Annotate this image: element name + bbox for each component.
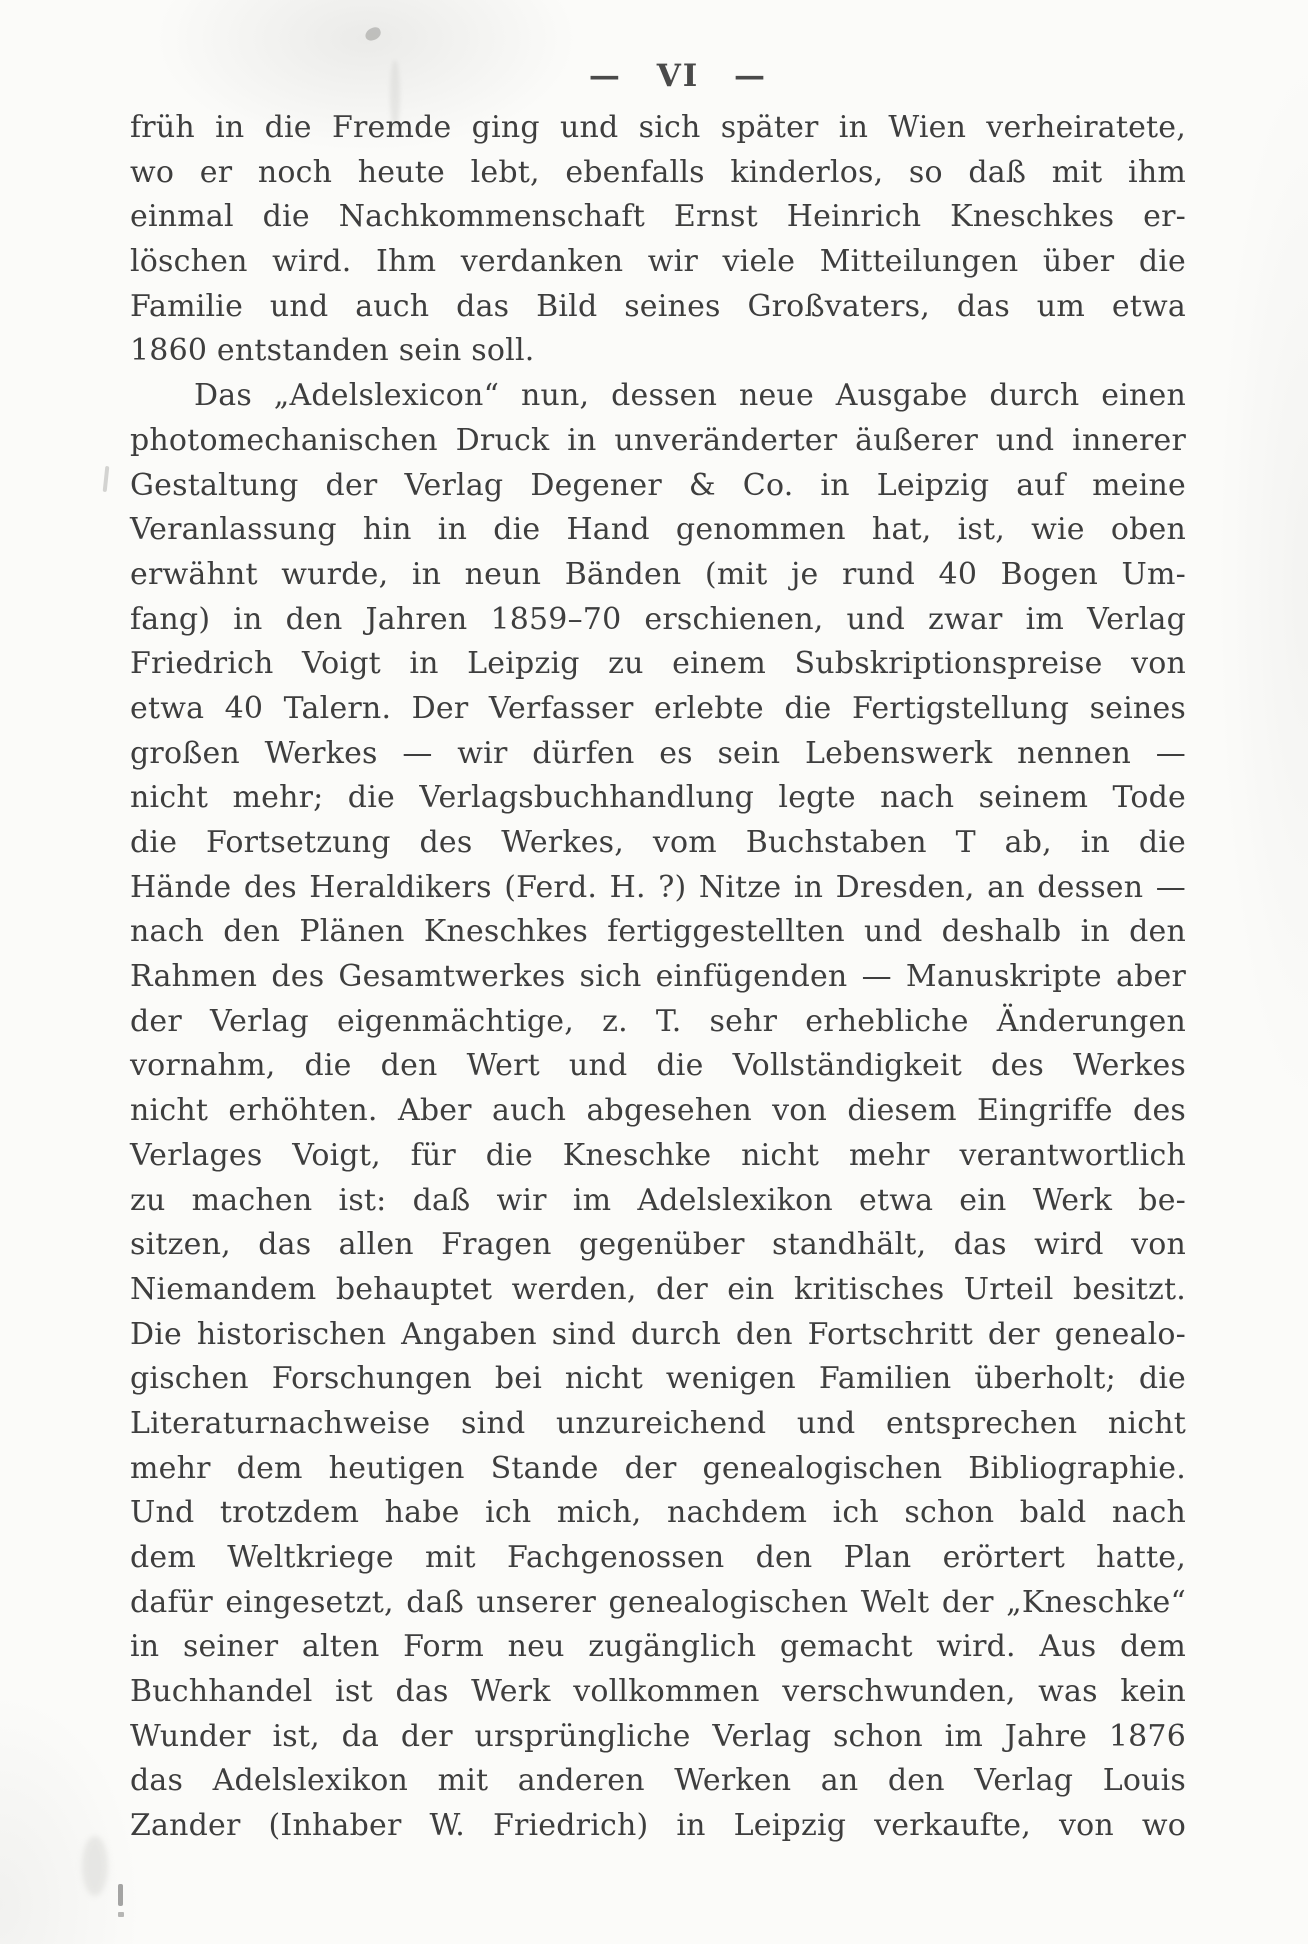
text-line: löschen wird. Ihm verdanken wir viele Mitteilungen über die: [130, 244, 1186, 280]
scan-smudge: [82, 1836, 108, 1896]
text-line: Friedrich Voigt in Leipzig zu einem Subskriptionspreise von: [130, 646, 1186, 682]
text-line: sitzen, das allen Fragen gegenüber standhält, das wird von: [130, 1227, 1186, 1263]
ink-speck: [363, 26, 382, 43]
page-number-header: — VI —: [588, 58, 768, 94]
text-line: Niemandem behauptet werden, der ein kritisches Urteil besitzt.: [130, 1271, 1186, 1307]
ink-mark: [118, 1884, 123, 1906]
text-line: in seiner alten Form neu zugänglich gemacht wird. Aus dem: [130, 1629, 1186, 1665]
text-line: etwa 40 Talern. Der Verfasser erlebte die Fertigstellung seines: [130, 690, 1186, 726]
text-line: einmal die Nachkommenschaft Ernst Heinrich Kneschkes er-: [130, 199, 1186, 235]
text-line: erwähnt wurde, in neun Bänden (mit je rund 40 Bogen Um-: [130, 556, 1186, 592]
text-line: wo er noch heute lebt, ebenfalls kinderlos, so daß mit ihm: [130, 154, 1186, 190]
text-line: großen Werkes — wir dürfen es sein Lebenswerk nennen —: [130, 735, 1186, 771]
text-line: 1860 entstanden sein soll.: [130, 333, 535, 369]
text-line: Literaturnachweise sind unzureichend und entsprechen nicht: [130, 1405, 1186, 1441]
text-line: vornahm, die den Wert und die Vollständigkeit des Werkes: [130, 1048, 1186, 1084]
ink-speck: [103, 466, 110, 492]
text-line: früh in die Fremde ging und sich später in Wien verheiratete,: [130, 110, 1186, 145]
text-line: dem Weltkriege mit Fachgenossen den Plan erörtert hatte,: [130, 1540, 1186, 1575]
text-line: Buchhandel ist das Werk vollkommen verschwunden, was kein: [130, 1674, 1186, 1710]
text-line: fang) in den Jahren 1859–70 erschienen, und zwar im Verlag: [130, 601, 1186, 637]
text-line: zu machen ist: daß wir im Adelslexikon etwa ein Werk be-: [130, 1182, 1186, 1218]
text-line: der Verlag eigenmächtige, z. T. sehr erhebliche Änderungen: [130, 1003, 1186, 1039]
text-line: Das „Adelslexicon“ nun, dessen neue Ausgabe durch einen: [194, 378, 1186, 414]
text-line: Familie und auch das Bild seines Großvaters, das um etwa: [130, 288, 1186, 324]
text-line: das Adelslexikon mit anderen Werken an den Verlag Louis: [130, 1763, 1186, 1799]
ink-mark: [118, 1912, 124, 1917]
text-line: nicht mehr; die Verlagsbuchhandlung legte nach seinem Tode: [130, 780, 1186, 816]
text-line: Veranlassung hin in die Hand genommen hat, ist, wie oben: [130, 512, 1186, 548]
text-line: photomechanischen Druck in unveränderter äußerer und innerer: [130, 422, 1186, 458]
text-line: dafür eingesetzt, daß unserer genealogischen Welt der „Kneschke“: [130, 1584, 1186, 1620]
text-line: mehr dem heutigen Stande der genealogischen Bibliographie.: [130, 1450, 1186, 1486]
text-line: Verlages Voigt, für die Kneschke nicht mehr verantwortlich: [130, 1137, 1186, 1173]
text-line: Die historischen Angaben sind durch den Fortschritt der genealo-: [130, 1316, 1186, 1352]
page-text: [130, 106, 1186, 1849]
text-line: Zander (Inhaber W. Friedrich) in Leipzig verkaufte, von wo: [130, 1808, 1186, 1844]
text-line: Und trotzdem habe ich mich, nachdem ich schon bald nach: [130, 1495, 1186, 1531]
text-line: Gestaltung der Verlag Degener & Co. in Leipzig auf meine: [130, 467, 1186, 503]
text-line: Hände des Heraldikers (Ferd. H. ?) Nitze in Dresden, an dessen —: [130, 869, 1186, 905]
text-line: Wunder ist, da der ursprüngliche Verlag schon im Jahre 1876: [130, 1718, 1186, 1754]
text-line: Rahmen des Gesamtwerkes sich einfügenden — Manuskripte aber: [130, 959, 1186, 995]
text-line: nicht erhöhten. Aber auch abgesehen von diesem Eingriffe des: [130, 1093, 1186, 1129]
text-line: gischen Forschungen bei nicht wenigen Familien überholt; die: [130, 1361, 1186, 1397]
text-line: nach den Plänen Kneschkes fertiggestellten und deshalb in den: [130, 914, 1186, 950]
text-line: die Fortsetzung des Werkes, vom Buchstaben T ab, in die: [130, 825, 1186, 860]
